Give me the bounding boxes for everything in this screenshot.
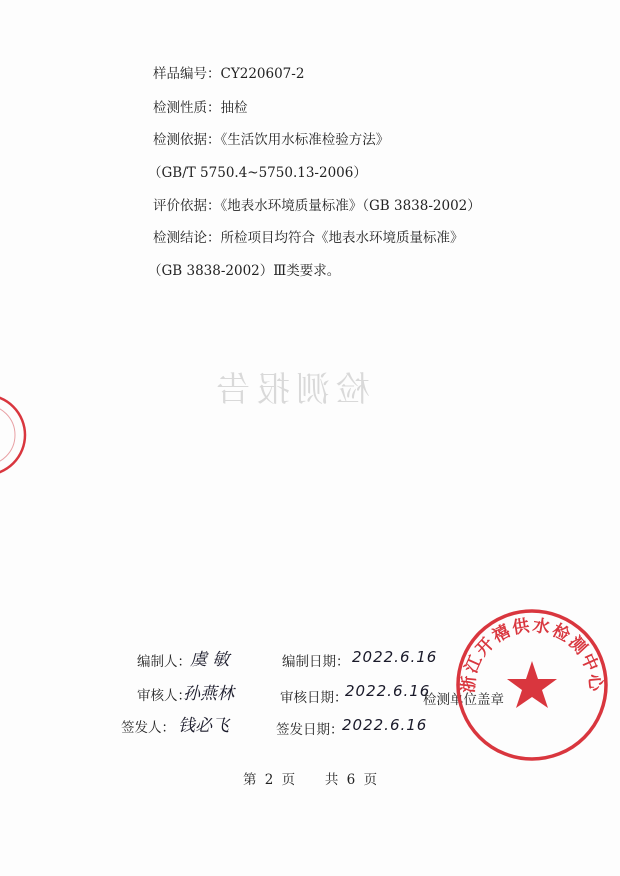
field-label: 检测性质： — [153, 100, 221, 116]
footer-page-number: 2 — [264, 772, 274, 788]
footer-total-suffix: 页 — [363, 772, 378, 788]
footer-total-prefix: 共 — [324, 772, 339, 788]
field-value: 《地表水环境质量标准》（GB 3838-2002） — [220, 198, 481, 214]
test-conclusion-line — [153, 226, 464, 246]
footer-page-prefix: 第 — [242, 772, 257, 788]
issue-date: 2022.6.16 — [342, 716, 428, 734]
review-date: 2022.6.16 — [345, 682, 431, 700]
compile-date-label: 编制日期： — [282, 654, 350, 670]
footer-total-number: 6 — [346, 772, 356, 788]
test-nature-line — [153, 96, 248, 116]
compiler-signature: 虞 敏 — [190, 650, 230, 670]
unit-seal-label: 检测单位盖章 — [423, 692, 504, 708]
evaluation-basis-line — [153, 194, 481, 214]
review-date-label: 审核日期： — [280, 690, 348, 706]
reviewer-label: 审核人： — [137, 688, 191, 704]
field-value: 抽检 — [220, 100, 248, 116]
reviewer-signature: 孙燕林 — [183, 684, 234, 704]
compiler-label: 编制人： — [137, 654, 191, 670]
field-value: （GB 3838-2002）Ⅲ类要求。 — [148, 263, 341, 279]
test-basis-cont-line — [148, 161, 367, 181]
field-label: 评价依据： — [153, 198, 221, 214]
edge-seal — [0, 390, 30, 480]
field-value: CY220607-2 — [220, 66, 305, 82]
field-label: 检测依据： — [153, 132, 221, 148]
test-basis-line — [153, 128, 389, 148]
official-seal — [452, 605, 612, 765]
field-value: 《生活饮用水标准检验方法》 — [220, 132, 390, 148]
field-label: 样品编号： — [153, 66, 221, 82]
field-label: 检测结论： — [153, 230, 221, 246]
issuer-signature: 钱必飞 — [178, 716, 229, 736]
svg-text:浙江开禧供水检测中心: 浙江开禧供水检测中心 — [458, 615, 606, 694]
compile-date: 2022.6.16 — [352, 648, 438, 666]
test-conclusion-cont-line — [148, 259, 340, 279]
issue-date-label: 签发日期： — [276, 722, 344, 738]
page-footer — [0, 768, 620, 788]
field-value: 所检项目均符合《地表水环境质量标准》 — [220, 230, 464, 246]
sample-number-line — [153, 62, 304, 82]
footer-page-mid: 页 — [281, 772, 296, 788]
issuer-label: 签发人： — [121, 720, 175, 736]
bleed-through-text: 检测报告 — [210, 370, 370, 410]
field-value: （GB/T 5750.4~5750.13-2006） — [148, 165, 367, 181]
